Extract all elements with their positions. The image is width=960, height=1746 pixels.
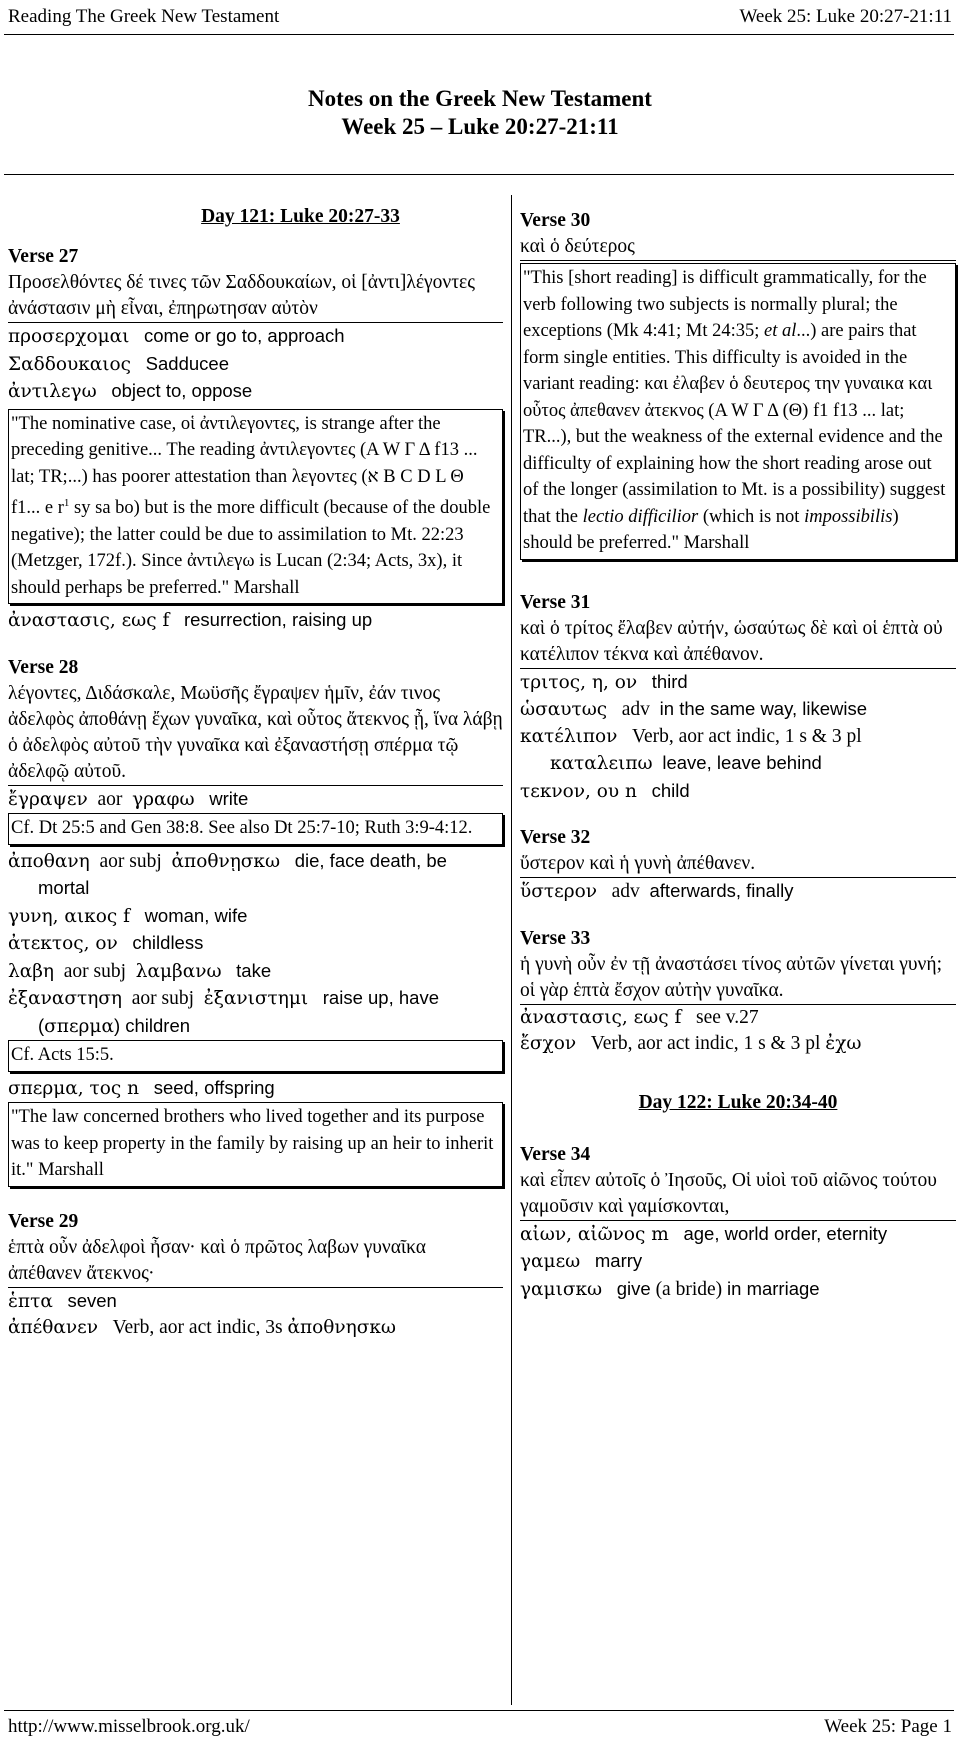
header-right: Week 25: Luke 20:27-21:11 [739, 6, 952, 27]
document-title: Notes on the Greek New Testament [308, 86, 652, 111]
verse-28-text: λέγοντες, Διδάσκαλε, Μωϋσῆς ἔγραψεν ἡμῖν, ἐάν τινος ἀδελφὸς ἀποθάνῃ ἔχων γυναῖκα, καὶ οὗτος ἄτεκνος ᾖ, ἵνα λάβῃ ὁ ἀδελφὸς αὐτοῦ τὴν γυναῖκα καὶ ἐξαναστήσῃ σπέρμα τῷ ἀδελφῷ αὐτοῦ. [8, 681, 503, 786]
vocab-entry: ἀντιλεγω object to, oppose [8, 380, 253, 402]
footer-page: Week 25: Page 1 [824, 1716, 952, 1737]
verse-27-heading: Verse 27 [8, 246, 79, 267]
verse-31-text: καὶ ὁ τρίτος ἔλαβεν αὐτήν, ὡσαύτως δὲ καὶ οἱ ἑπτὰ οὐ κατέλιπον τέκνα καὶ ἀπέθανον. [520, 616, 956, 669]
verse-32-heading: Verse 32 [520, 827, 591, 848]
vocab-entry: γαμεω marry [520, 1250, 643, 1272]
vocab-entry: ἀπέθανεν Verb, aor act indic, 3s ἀποθνησκω [8, 1317, 397, 1339]
column-divider [511, 195, 512, 1705]
verse-32-text: ὕστερον καὶ ἡ γυνὴ ἀπέθανεν. [520, 851, 956, 878]
vocab-entry: λαβη aor subj λαμβανω take [8, 959, 272, 982]
vocab-entry: γυνη, αικος f woman, wife [8, 904, 248, 927]
vocab-entry: σπερμα, τος n seed, offspring [8, 1076, 275, 1099]
vocab-entry: τριτος, η, ον third [520, 670, 688, 693]
verse-30-heading: Verse 30 [520, 210, 591, 231]
vocab-entry: ὕστερον adv afterwards, finally [520, 880, 794, 902]
day-heading: Day 122: Luke 20:34-40 [638, 1091, 838, 1113]
verse-27-text: Προσελθόντες δέ τινες τῶν Σαδδουκαίων, οἱ [ἀντι]λέγοντες ἀνάστασιν μὴ εἶναι, ἐπηρωτησαν αὐτὸν [8, 270, 503, 323]
vocab-entry: ἀτεκτος, ον childless [8, 932, 204, 955]
vocab-entry: ἔσχον Verb, aor act indic, 1 s & 3 pl ἐχω [520, 1033, 862, 1054]
commentary-note: "The nominative case, οἱ ἀντιλεγοντες, is strange after the preceding genitive... The reading ἀντιλεγοντες (A W Γ Δ f13 ... lat; TR;...) has poorer attestation than λεγοντες (א B C D L Θ f1... e $r^1$ sy sa bo) but is the more difficult (because of the double negative); the latter could be due to assimilation to Mt. 22:23 (Metzger, 172f.). Since ἀντιλεγω is Lucan (2:34; Acts, 3x), it should perhaps be preferred." Marshall [8, 409, 503, 605]
vocab-entry: ἔγραψεν aor γραφω write [8, 787, 249, 810]
vocab-entry: γαμισκω give (a bride) in marriage [520, 1277, 820, 1300]
verse-31-heading: Verse 31 [520, 591, 591, 613]
vocab-entry: ἑπτα seven [8, 1289, 117, 1312]
running-header [4, 0, 954, 35]
running-footer [4, 1710, 954, 1745]
vocab-entry: αἰων, αἰῶνος m age, world order, eternity [520, 1222, 888, 1245]
vocab-entry: ἀναστασις, εως f see v.27 [520, 1006, 759, 1028]
vocab-entry: ὡσαυτως adv in the same way, likewise [520, 698, 868, 720]
commentary-note: "This [short reading] is difficult grammatically, for the verb following two subjects is normally plural; the exceptions (Mk 4:41; Mt 24:35; et al...) are pairs that form single entities. This difficulty is avoided in the variant reading: και ἐλαβεν ὁ δευτερος την γυναικα και οὗτος ἀπεθανεν ἀτεκνος (A W Γ Δ (Θ) f1 f13 ... lat; TR...), but the weakness of the external evidence and the difficulty of explaining how the short reading arose out of the longer (assimilation to Mt. is a possibility) suggest that the lectio difficilior (which is not impossibilis) should be preferred." Marshall [520, 263, 956, 560]
vocab-entry: Σαδδουκαιος Sadducee [8, 352, 229, 375]
vocab-entry: προσερχομαι come or go to, approach [8, 325, 345, 347]
left-column [8, 206, 503, 1342]
vocab-entry: ἀποθανη aor subj ἀποθνῃσκω die, face death, be mortal [8, 849, 447, 899]
vocab-entry: ἀναστασις, εως f resurrection, raising up [8, 609, 373, 632]
document-subtitle: Week 25 – Luke 20:27-21:11 [341, 114, 619, 139]
verse-29-text: ἑπτὰ οὖν ἀδελφοὶ ἦσαν· καὶ ὁ πρῶτος λαβων γυναῖκα ἀπέθανεν ἄτεκνος· [8, 1235, 503, 1288]
commentary-note: Cf. Acts 15:5. [8, 1040, 503, 1072]
vocab-entry: ἐξαναστηση aor subj ἐξανιστημι raise up, have (σπερμα) children [8, 987, 439, 1037]
commentary-note: "The law concerned brothers who lived together and its purpose was to keep property in the family by raising up an heir to inherit it." Marshall [8, 1102, 503, 1187]
verse-29-heading: Verse 29 [8, 1210, 79, 1232]
day-heading: Day 121: Luke 20:27-33 [201, 206, 400, 227]
verse-34-text: καὶ εἶπεν αὐτοῖς ὁ Ἰησοῦς, Οἱ υἱοὶ τοῦ αἰῶνος τούτου γαμοῦσιν καὶ γαμίσκονται, [520, 1168, 956, 1221]
header-left: Reading The Greek New Testament [8, 6, 280, 27]
verse-28-heading: Verse 28 [8, 656, 79, 678]
commentary-note: Cf. Dt 25:5 and Gen 38:8. See also Dt 25:7-10; Ruth 3:9-4:12. [8, 813, 503, 845]
right-column [520, 208, 956, 1303]
verse-33-text: ἡ γυνὴ οὖν ἐν τῇ ἀναστάσει τίνος αὐτῶν γίνεται γυνή; οἱ γὰρ ἑπτὰ ἔσχον αὐτὴν γυναῖκα. [520, 952, 956, 1005]
footer-url[interactable]: http://www.misselbrook.org.uk/ [8, 1716, 250, 1737]
verse-34-heading: Verse 34 [520, 1143, 591, 1165]
vocab-entry: κατέλιπον Verb, aor act indic, 1 s & 3 pl καταλειπω leave, leave behind [520, 725, 862, 774]
verse-30-text: καὶ ὁ δεύτερος [520, 234, 956, 261]
verse-33-heading: Verse 33 [520, 927, 591, 949]
title-divider [4, 174, 954, 175]
vocab-entry: τεκνον, ου n child [520, 779, 690, 802]
